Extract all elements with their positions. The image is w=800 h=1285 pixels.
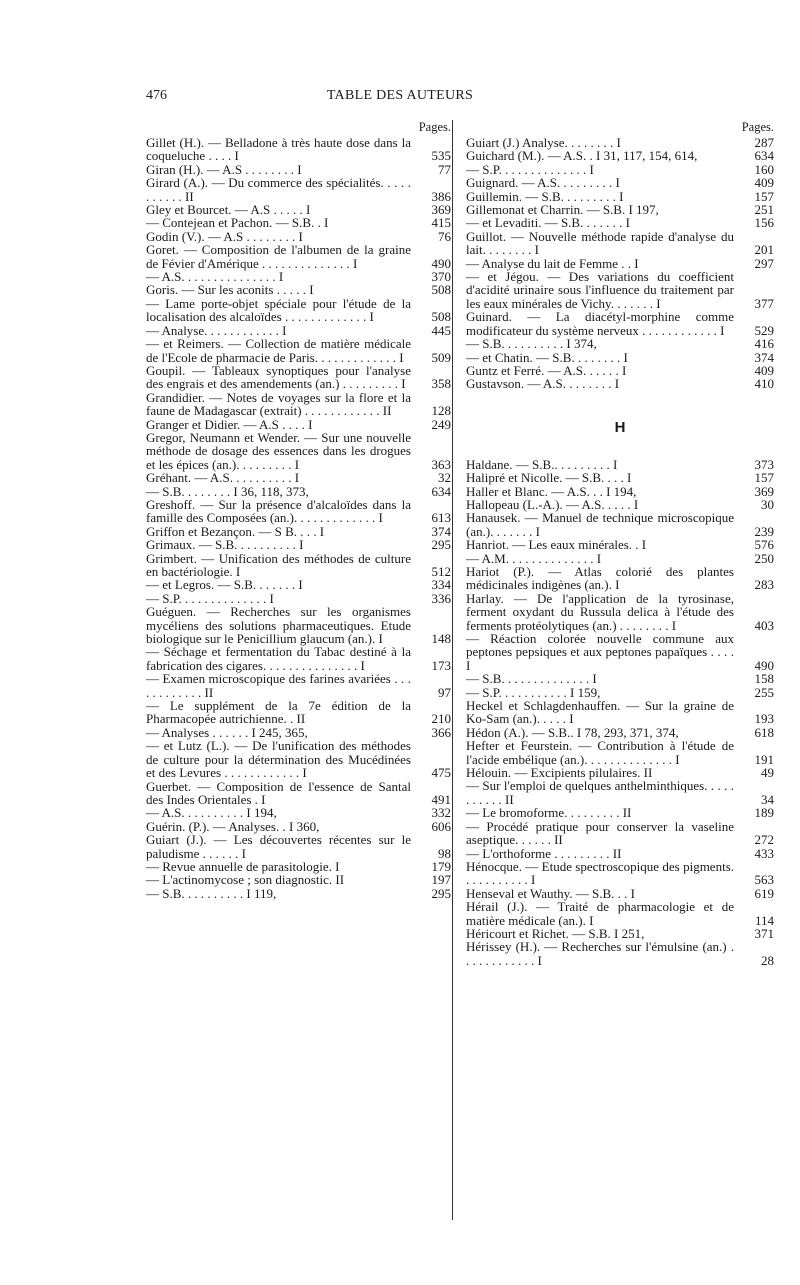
index-entry: [466, 686, 774, 699]
index-entry: [466, 310, 774, 337]
entry-page: 332: [431, 805, 451, 821]
entry-page: 445: [431, 322, 451, 338]
index-entry: [466, 337, 774, 350]
index-entry: [466, 511, 774, 538]
entry-page: 415: [431, 215, 451, 231]
index-entry: [146, 605, 451, 645]
entry-text: Hérissey (H.). — Recherches sur l'émulsine (an.) . . . . . . . . . . . . I: [466, 939, 734, 968]
entry-text: Harlay. — De l'application de la tyrosinase, ferment oxydant du Russula delica à l'étude des ferments protéolytiques (an.) . . . . . . . . I: [466, 590, 734, 633]
entry-text: Haller et Blanc. — A.S. . . I 194,: [466, 483, 637, 499]
entry-text: — et Lutz (L.). — De l'unification des méthodes de culture pour la détermination des Mucédinées et des Levures . . . . . . . . . . . . I: [146, 738, 411, 781]
index-entry: [146, 820, 451, 833]
entry-page: 98: [438, 845, 451, 861]
entry-text: — et Jégou. — Des variations du coefficient d'acidité urinaire sous l'influence du traitement par les eaux minérales de Vichy. . . . . . . I: [466, 269, 734, 311]
index-entry: [466, 739, 774, 766]
index-entry: [146, 216, 451, 229]
entry-text: — Le bromoforme. . . . . . . . . II: [466, 805, 632, 821]
entry-text: — A.S. . . . . . . . . . . . . . . I: [146, 269, 284, 285]
entry-text: Guignard. — A.S. . . . . . . . . I: [466, 175, 620, 191]
entry-page: 491: [431, 791, 451, 807]
index-entry: [466, 565, 774, 592]
index-entry: [146, 364, 451, 391]
entry-text: Guérin. (P.). — Analyses. . I 360,: [146, 818, 320, 834]
entry-text: Heckel et Schlagdenhauffen. — Sur la graine de Ko-Sam (an.). . . . . I: [466, 698, 734, 727]
index-entry: [466, 203, 774, 216]
entry-page: 283: [754, 577, 774, 593]
index-entry: [466, 136, 774, 149]
entry-page: 336: [431, 590, 451, 606]
index-entry: [466, 270, 774, 310]
index-entry: [146, 552, 451, 579]
index-entry: [146, 860, 451, 873]
entry-page: 297: [754, 255, 774, 271]
entry-page: 287: [754, 135, 774, 150]
index-entry: [466, 176, 774, 189]
index-entry-list: [466, 458, 774, 967]
entry-page: 191: [754, 751, 774, 767]
entry-page: 128: [431, 403, 451, 419]
entry-page: 97: [438, 684, 451, 700]
running-title: TABLE DES AUTEURS: [326, 88, 474, 103]
index-entry: [146, 806, 451, 819]
entry-page: 410: [754, 376, 774, 392]
index-entry-list: [466, 136, 774, 391]
entry-text: Hédon (A.). — S.B.. I 78, 293, 371, 374,: [466, 724, 679, 740]
entry-page: 249: [431, 416, 451, 432]
entry-text: Gley et Bourcet. — A.S . . . . . I: [146, 202, 311, 218]
index-entry: [146, 873, 451, 886]
entry-page: 490: [431, 255, 451, 271]
index-entry: [466, 766, 774, 779]
entry-page: 210: [431, 711, 451, 727]
index-entry: [146, 203, 451, 216]
left-column: [146, 118, 451, 900]
index-entry: [466, 552, 774, 565]
index-entry: [146, 176, 451, 203]
entry-page: 34: [761, 791, 774, 807]
index-entry: [146, 525, 451, 538]
index-entry: [146, 163, 451, 176]
index-entry: [146, 324, 451, 337]
index-entry: [466, 364, 774, 377]
entry-page: 30: [761, 496, 774, 512]
entry-text: — Le supplément de la 7e édition de la Pharmacopée autrichienne. . II: [146, 698, 411, 727]
entry-page: 433: [754, 845, 774, 861]
index-entry: [466, 257, 774, 270]
index-entry: [146, 780, 451, 807]
entry-text: Hanriot. — Les eaux minérales. . I: [466, 537, 647, 553]
index-entry: [466, 471, 774, 484]
index-entry: [466, 806, 774, 819]
entry-page: 606: [431, 818, 451, 834]
entry-page: 160: [754, 161, 774, 177]
entry-page: 509: [431, 349, 451, 365]
entry-page: 334: [431, 577, 451, 593]
entry-text: Gregor, Neumann et Wender. — Sur une nouvelle méthode de dosage des essences dans les drogues et les épices (an.). . . . . . . . . I: [146, 429, 411, 472]
entry-page: 618: [754, 724, 774, 740]
entry-text: Guichard (M.). — A.S. . I 31, 117, 154, 614,: [466, 148, 698, 164]
entry-page: 179: [431, 858, 451, 874]
entry-text: Guillemin. — S.B. . . . . . . . . I: [466, 188, 624, 204]
entry-text: Griffon et Bezançon. — S B. . . . I: [146, 523, 325, 539]
entry-page: 374: [754, 349, 774, 365]
entry-text: Granger et Didier. — A.S . . . . I: [146, 416, 313, 432]
entry-text: Guinard. — La diacétyl-morphine comme modificateur du système nerveux . . . . . . . . . . . . I: [466, 309, 734, 338]
index-entry: [146, 485, 451, 498]
entry-text: — S.P. . . . . . . . . . . . . . I: [146, 590, 274, 606]
index-entry: [466, 672, 774, 685]
index-entry: [466, 860, 774, 887]
entry-text: Gréhant. — A.S. . . . . . . . . . I: [146, 470, 300, 486]
entry-text: Guiart (J.) Analyse. . . . . . . . I: [466, 135, 621, 150]
entry-page: 563: [754, 872, 774, 888]
section-heading: H: [614, 418, 626, 436]
entry-page: 295: [431, 885, 451, 901]
index-entry: [466, 927, 774, 940]
entry-text: Giran (H.). — A.S . . . . . . . . I: [146, 161, 302, 177]
entry-page: 409: [754, 362, 774, 378]
entry-text: Grimbert. — Unification des méthodes de culture en bactériologie. I: [146, 550, 411, 579]
index-entry: [466, 592, 774, 632]
entry-page: 157: [754, 470, 774, 486]
right-column: [466, 118, 774, 967]
entry-page: 370: [431, 269, 451, 285]
entry-text: — Lame porte-objet spéciale pour l'étude de la localisation des alcaloïdes . . . . . . . . . . . . . I: [146, 295, 411, 325]
entry-page: 386: [431, 188, 451, 204]
entry-page: 114: [754, 912, 774, 928]
index-entry: [466, 632, 774, 672]
entry-page: 634: [754, 148, 774, 164]
index-entry: [466, 779, 774, 806]
entry-text: Hérail (J.). — Traité de pharmacologie et de matière médicale (an.). I: [466, 899, 734, 928]
index-entry: [466, 163, 774, 176]
entry-text: Guerbet. — Composition de l'essence de Santal des Indes Orientales . I: [146, 778, 411, 807]
entry-text: — A.S. . . . . . . . . . I 194,: [146, 805, 277, 821]
index-entry: [466, 216, 774, 229]
entry-text: Hanausek. — Manuel de technique microscopique (an.). . . . . . . I: [466, 510, 734, 539]
index-entry: [146, 739, 451, 779]
entry-page: 148: [431, 631, 451, 647]
entry-text: Goris. — Sur les aconits . . . . . I: [146, 282, 314, 298]
index-entry: [146, 726, 451, 739]
entry-page: 77: [438, 161, 451, 177]
entry-text: Hénocque. — Etude spectroscopique des pigments. . . . . . . . . . . I: [466, 858, 734, 888]
entry-text: — Procédé pratique pour conserver la vaseline aseptique. . . . . . II: [466, 818, 734, 848]
index-entry: [146, 833, 451, 860]
index-entry: [466, 230, 774, 257]
entry-page: 371: [754, 925, 774, 941]
entry-page: 409: [754, 175, 774, 191]
index-entry: [146, 699, 451, 726]
entry-text: Hariot (P.). — Atlas colorié des plantes médicinales indigènes (an.). I: [466, 563, 734, 593]
entry-text: — et Chatin. — S.B. . . . . . . . I: [466, 349, 628, 365]
entry-text: Hallopeau (L.-A.). — A.S. . . . . I: [466, 496, 639, 512]
entry-page: 377: [754, 295, 774, 311]
entry-page: 251: [754, 202, 774, 218]
entry-text: Héricourt et Richet. — S.B. I 251,: [466, 925, 645, 941]
entry-text: — L'actinomycose ; son diagnostic. II: [146, 872, 345, 888]
entry-text: Guntz et Ferré. — A.S. . . . . . I: [466, 362, 627, 378]
entry-page: 272: [754, 832, 774, 848]
entry-text: — et Legros. — S.B. . . . . . . I: [146, 577, 303, 593]
entry-page: 239: [754, 523, 774, 539]
entry-text: Girard (A.). — Du commerce des spécialités. . . . . . . . . . . II: [146, 175, 411, 204]
entry-text: — Analyse du lait de Femme . . I: [466, 255, 639, 271]
entry-text: — S.B. . . . . . . . I 36, 118, 373,: [146, 483, 309, 499]
entry-text: — S.B. . . . . . . . . . . . . . I: [466, 671, 597, 687]
index-entry: [146, 270, 451, 283]
index-entry: [466, 887, 774, 900]
entry-page: 49: [761, 765, 774, 781]
entry-page: 358: [431, 376, 451, 392]
entry-page: 508: [431, 309, 451, 325]
index-entry: [146, 431, 451, 471]
entry-text: — Séchage et fermentation du Tabac destiné à la fabrication des cigares. . . . . . . . . . . . . . . I: [146, 644, 411, 673]
index-entry: [466, 900, 774, 927]
entry-page: 475: [431, 765, 451, 781]
entry-page: 197: [431, 872, 451, 888]
entry-text: Gillet (H.). — Belladone à très haute dose dans la coqueluche . . . . I: [146, 135, 411, 164]
entry-text: — S.P. . . . . . . . . . . I 159,: [466, 684, 601, 700]
entry-page: 76: [438, 228, 451, 244]
index-entry-list: [146, 136, 451, 900]
entry-text: Guiart (J.). — Les découvertes récentes sur le paludisme . . . . . . I: [146, 832, 411, 861]
entry-text: — S.B. . . . . . . . . . I 119,: [146, 885, 277, 901]
entry-page: 369: [431, 202, 451, 218]
entry-text: — L'orthoforme . . . . . . . . . II: [466, 845, 622, 861]
index-entry: [466, 699, 774, 726]
entry-text: Guéguen. — Recherches sur les organismes mycéliens des solutions pharmaceutiques. Etude biologique sur le Penicillium glaucum (an.). I: [146, 604, 411, 647]
entry-text: Gustavson. — A.S. . . . . . . . I: [466, 376, 620, 392]
entry-page: 512: [431, 564, 451, 579]
entry-page: 363: [431, 456, 451, 472]
entry-page: 369: [754, 483, 774, 499]
entry-text: — S.B. . . . . . . . . . I 374,: [466, 336, 597, 352]
entry-page: 403: [754, 617, 774, 633]
index-entry: [146, 645, 451, 672]
index-entry: [146, 136, 451, 163]
index-entry: [146, 243, 451, 270]
index-entry: [146, 337, 451, 364]
entry-page: 529: [754, 322, 774, 338]
entry-text: Halipré et Nicolle. — S.B. . . . I: [466, 470, 632, 486]
index-entry: [466, 726, 774, 739]
entry-page: 374: [431, 523, 451, 539]
page-header: [0, 88, 800, 108]
index-entry: [466, 538, 774, 551]
index-entry: [466, 498, 774, 511]
entry-page: 32: [438, 470, 451, 486]
index-entry: [466, 351, 774, 364]
entry-text: — A.M. . . . . . . . . . . . . . I: [466, 550, 602, 566]
index-entry: [466, 149, 774, 162]
entry-text: Gillemonat et Charrin. — S.B. I 197,: [466, 202, 659, 218]
entry-page: 416: [754, 336, 774, 352]
entry-page: 189: [754, 805, 774, 821]
entry-text: Henseval et Wauthy. — S.B. . . I: [466, 885, 636, 901]
index-entry: [146, 283, 451, 296]
entry-page: 250: [754, 550, 774, 566]
entry-page: 576: [754, 537, 774, 553]
entry-text: — Analyses . . . . . . I 245, 365,: [146, 724, 308, 740]
entry-page: 173: [431, 657, 451, 673]
entry-text: — S.P. . . . . . . . . . . . . . I: [466, 161, 594, 177]
pages-column-label: Pages.: [741, 120, 774, 134]
page-number: 476: [146, 88, 167, 103]
entry-text: Godin (V.). — A.S . . . . . . . . I: [146, 228, 303, 244]
entry-page: 619: [754, 885, 774, 901]
entry-page: 156: [754, 215, 774, 231]
index-entry: [146, 672, 451, 699]
entry-text: Haldane. — S.B.. . . . . . . . . I: [466, 456, 618, 472]
entry-text: Hefter et Feurstein. — Contribution à l'étude de l'acide embélique (an.). . . . . . . . . . . . . . I: [466, 738, 734, 767]
entry-text: — Examen microscopique des farines avariées . . . . . . . . . . . . II: [146, 671, 411, 700]
index-entry: [146, 418, 451, 431]
entry-page: 613: [431, 510, 451, 526]
index-entry: [146, 297, 451, 324]
entry-page: 535: [431, 148, 451, 164]
entry-text: — Analyse. . . . . . . . . . . . I: [146, 322, 287, 338]
entry-page: 373: [754, 456, 774, 472]
entry-text: Grandidier. — Notes de voyages sur la flore et la faune de Madagascar (extrait) . . . . . . . . . . . . II: [146, 389, 411, 419]
entry-text: — Revue annuelle de parasitologie. I: [146, 858, 340, 874]
index-entry: [146, 887, 451, 900]
entry-page: 157: [754, 188, 774, 204]
entry-text: — Réaction colorée nouvelle commune aux peptones pepsiques et aux peptones papaïques . . . . I: [466, 631, 734, 673]
index-entry: [466, 190, 774, 203]
index-entry: [146, 498, 451, 525]
entry-page: 634: [431, 483, 451, 499]
index-entry: [466, 485, 774, 498]
entry-text: Greshoff. — Sur la présence d'alcaloïdes dans la famille des Composées (an.). . . . . . . . . . . . . I: [146, 496, 411, 526]
entry-page: 490: [754, 657, 774, 673]
entry-page: 28: [761, 952, 774, 968]
entry-page: 255: [754, 684, 774, 700]
entry-page: 508: [431, 282, 451, 298]
index-entry: [466, 820, 774, 847]
column-divider: [452, 120, 453, 1220]
index-entry: [146, 578, 451, 591]
index-entry: [146, 471, 451, 484]
index-entry: [146, 538, 451, 551]
entry-text: Hélouin. — Excipients pilulaires. II: [466, 765, 653, 781]
entry-page: 295: [431, 537, 451, 553]
index-entry: [146, 391, 451, 418]
entry-text: — et Reimers. — Collection de matière médicale de l'Ecole de pharmacie de Paris. . . . . . . . . . . . . I: [146, 336, 411, 365]
entry-page: 193: [754, 711, 774, 727]
index-entry: [146, 592, 451, 605]
entry-text: Guillot. — Nouvelle méthode rapide d'analyse du lait. . . . . . . . I: [466, 228, 734, 258]
entry-text: — Sur l'emploi de quelques anthelminthiques. . . . . . . . . . . II: [466, 778, 734, 807]
entry-text: Goupil. — Tableaux synoptiques pour l'analyse des engrais et des amendements (an.) . . . . . . . . . I: [146, 362, 411, 392]
entry-text: — Contejean et Pachon. — S.B. . I: [146, 215, 329, 231]
pages-column-label: Pages.: [418, 120, 451, 134]
entry-page: 201: [754, 242, 774, 258]
entry-page: 366: [431, 724, 451, 740]
index-entry: [466, 377, 774, 390]
entry-page: 158: [754, 671, 774, 687]
index-entry: [146, 230, 451, 243]
index-entry: [466, 847, 774, 860]
index-entry: [466, 458, 774, 471]
entry-text: Goret. — Composition de l'albumen de la graine de Févier d'Amérique . . . . . . . . . . . . . . I: [146, 242, 411, 271]
entry-text: Grimaux. — S.B. . . . . . . . . . I: [146, 537, 304, 553]
index-entry: [466, 940, 774, 967]
entry-text: — et Levaditi. — S.B. . . . . . . I: [466, 215, 630, 231]
